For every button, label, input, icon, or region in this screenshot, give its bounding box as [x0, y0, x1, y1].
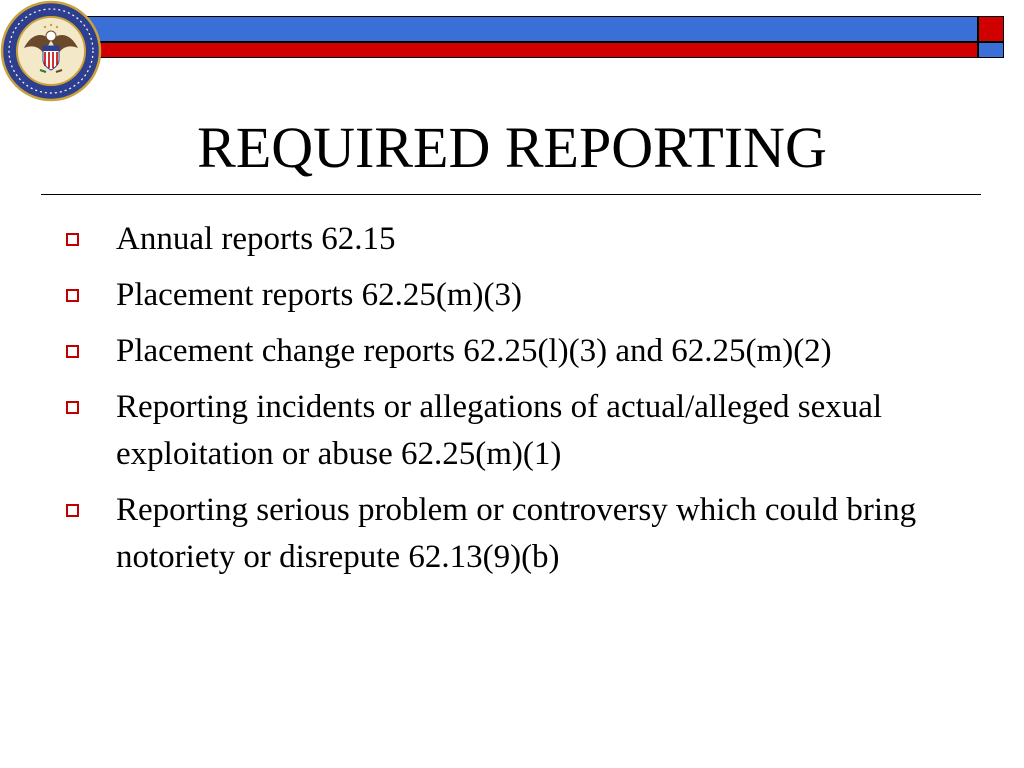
department-of-state-seal-icon [0, 0, 102, 102]
bullet-text: Annual reports 62.15 [116, 221, 396, 257]
bullet-item [62, 272, 962, 319]
square-bullet-icon [66, 233, 79, 246]
bullet-text: Reporting incidents or allegations of actual/alleged sexual exploitation or abuse 62.25(m)(1) [116, 389, 883, 472]
bullet-text: Reporting serious problem or controversy which could bring notoriety or disrepute 62.13(9)(b) [116, 492, 917, 575]
header-blue-square [978, 42, 1004, 58]
slide-title: REQUIRED REPORTING [197, 115, 827, 180]
header-red-stripe [62, 42, 978, 58]
bullet-text: Placement reports 62.25(m)(3) [116, 277, 522, 313]
bullet-item [62, 216, 962, 263]
square-bullet-icon [66, 401, 79, 414]
bullet-item [62, 328, 962, 375]
header-red-square [978, 16, 1004, 42]
bullet-text: Placement change reports 62.25(l)(3) and 62.25(m)(2) [116, 333, 832, 369]
bullet-list [62, 216, 962, 590]
square-bullet-icon [66, 345, 79, 358]
square-bullet-icon [66, 504, 79, 517]
title-divider [41, 194, 981, 195]
bullet-item [62, 384, 962, 478]
square-bullet-icon [66, 289, 79, 302]
bullet-item [62, 487, 962, 581]
header-blue-stripe [62, 16, 978, 42]
